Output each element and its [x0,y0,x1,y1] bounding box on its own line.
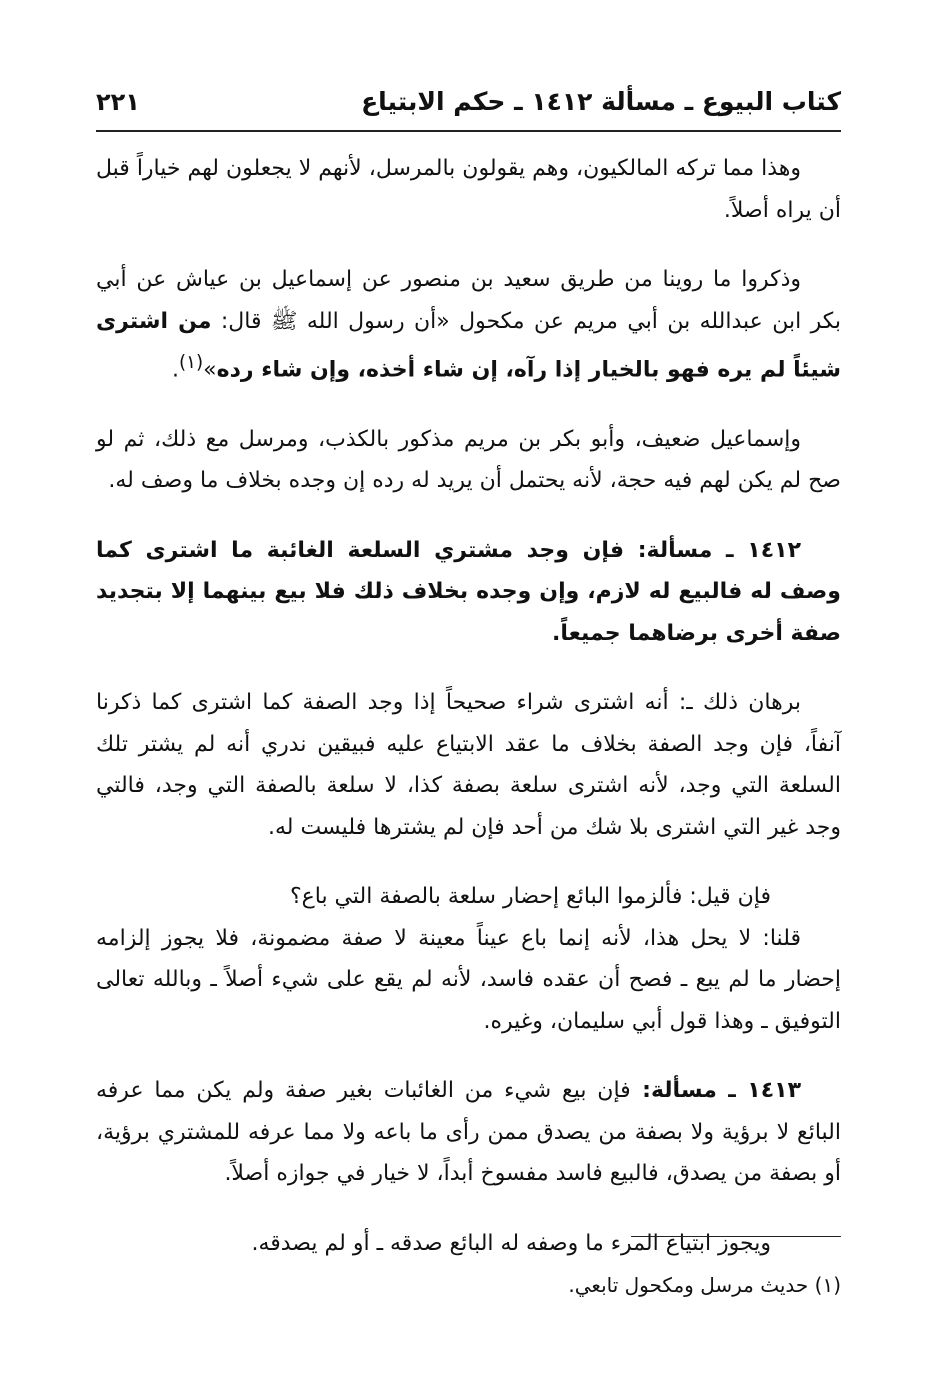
paragraph-1: وهذا مما تركه المالكيون، وهم يقولون بالمرسل، لأنهم لا يجعلون لهم خياراً قبل أن يراه أصلاً. [96,156,841,223]
paragraph-reply: قلنا: لا يحل هذا، لأنه إنما باع عيناً معينة لا صفة مضمونة، فلا يجوز إلزامه إحضار ما لم يبع ـ فصح أن عقده فاسد، لأنه لم يقع على شيء أصلاً ـ وبالله تعالى التوفيق ـ وهذا قول أبي سليمان، وغيره. [96,925,841,1034]
paragraph-2 [96,259,841,391]
paragraph-end: . [171,357,179,383]
page-number: ٢٢١ [96,88,140,116]
paragraph-proof: برهان ذلك ـ: أنه اشترى شراء صحيحاً إذا وجد الصفة كما اشترى كما ذكرنا آنفاً، فإن وجد الصفة بخلاف ما عقد الابتياع عليه فبيقين ندري أنه لم يشتر تلك السلعة التي وجد، لأنه اشترى سلعة بصفة كذا، لا سلعة بالصفة التي وجد، فالتي وجد غير التي اشترى بلا شك من أحد فإن لم يشترها فليست له. [96,690,841,840]
page-header [96,74,841,130]
issue-body-1413: فإن بيع شيء من الغائبات بغير صفة ولم يكن مما عرفه البائع لا برؤية ولا بصفة من يصدق ممن رأى ما باعه ولا مما عرفه للمشتري برؤية، أو بصفة من يصدق، فالبيع فاسد مفسوخ أبداً، لا خيار في جوازه أصلاً. [96,1078,841,1187]
issue-body-1412: فإن وجد مشتري السلعة الغائبة ما اشترى كما وصف له فالبيع له لازم، وإن وجده بخلاف ذلك فلا بيع بينهما إلا بتجديد صفة أخرى برضاهما جميعاً. [96,537,841,646]
issue-heading-1413: ١٤١٣ ـ مسألة: [630,1078,801,1104]
quote-close: » [203,357,217,383]
issue-heading-1412: ١٤١٢ ـ مسألة: [624,537,801,563]
footnote-reference: (١) [178,352,204,373]
paragraph-3: وإسماعيل ضعيف، وأبو بكر بن مريم مذكور بالكذب، ومرسل مع ذلك، ثم لو صح لم يكن لهم فيه حجة، لأنه يحتمل أن يريد له رده إن وجده بخلاف ما وصف له. [96,426,841,494]
footnote: (١) حديث مرسل ومكحول تابعي. [568,1273,841,1297]
paragraph-objection: فإن قيل: فألزموا البائع إحضار سلعة بالصفة التي باع؟ [289,884,771,910]
hadith-chain: وذكروا ما روينا من طريق سعيد بن منصور عن إسماعيل بن عياش عن أبي بكر ابن عبدالله بن أبي مريم عن مكحول «أن رسول الله ﷺ قال: [96,267,841,334]
paragraph-final: ويجوز ابتياع المرء ما وصفه له البائع صدقه ـ أو لم يصدقه. [251,1230,771,1256]
issue-1413 [96,1070,841,1195]
header-rule [96,130,841,132]
footnote-rule [631,1236,841,1237]
main-text [96,148,841,1264]
hadith-text: من اشترى شيئاً لم يره فهو بالخيار إذا رآه، إن شاء أخذه، وإن شاء رده [96,308,841,383]
running-head: كتاب البيوع ـ مسألة ١٤١٢ ـ حكم الابتياع [361,87,841,116]
issue-1412 [96,530,841,655]
